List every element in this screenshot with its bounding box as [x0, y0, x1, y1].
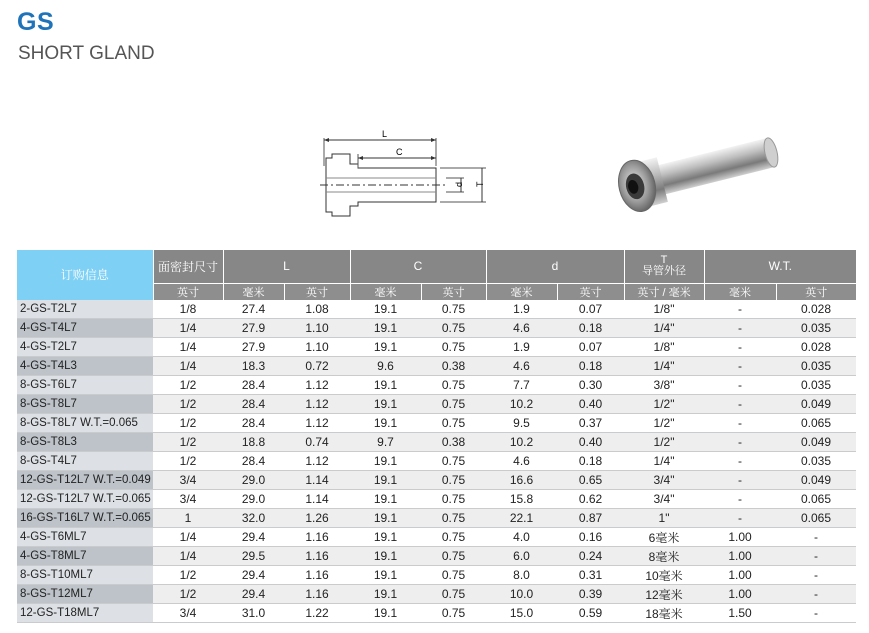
table-row — [17, 509, 856, 528]
table-cell: - — [704, 357, 776, 376]
table-cell: - — [704, 300, 776, 319]
table-cell: 6毫米 — [624, 528, 704, 547]
subheader-cell: 英寸 — [284, 283, 350, 300]
table-cell: 1.14 — [284, 471, 350, 490]
table-cell: 1.26 — [284, 509, 350, 528]
table-cell: 1/8 — [153, 300, 223, 319]
table-row — [17, 471, 856, 490]
table-cell: 3/4" — [624, 490, 704, 509]
table-cell: - — [704, 471, 776, 490]
table-cell: 1.22 — [284, 604, 350, 623]
table-cell: 0.049 — [776, 433, 856, 452]
table-cell: 27.9 — [223, 319, 284, 338]
table-cell: 19.1 — [350, 300, 421, 319]
subheader-cell: 英寸 — [557, 283, 624, 300]
table-cell: 0.16 — [557, 528, 624, 547]
table-cell: 1.14 — [284, 490, 350, 509]
table-cell: 9.6 — [350, 357, 421, 376]
subheader-cell: 毫米 — [704, 283, 776, 300]
table-cell: 0.37 — [557, 414, 624, 433]
table-cell: 0.59 — [557, 604, 624, 623]
table-row — [17, 585, 856, 604]
table-row — [17, 528, 856, 547]
table-cell: 4.6 — [486, 319, 557, 338]
table-cell: 0.40 — [557, 395, 624, 414]
table-cell: 3/4" — [624, 471, 704, 490]
table-cell: 8.0 — [486, 566, 557, 585]
table-cell: 0.75 — [421, 319, 486, 338]
table-cell: 1/4 — [153, 528, 223, 547]
table-cell: - — [776, 585, 856, 604]
table-cell: 9.7 — [350, 433, 421, 452]
table-row — [17, 490, 856, 509]
table-cell: 0.035 — [776, 376, 856, 395]
table-cell: 1" — [624, 509, 704, 528]
table-cell: 18.8 — [223, 433, 284, 452]
table-cell: 0.87 — [557, 509, 624, 528]
table-cell: 1.9 — [486, 338, 557, 357]
table-cell: 1/4" — [624, 357, 704, 376]
table-cell: 1.10 — [284, 338, 350, 357]
table-row — [17, 547, 856, 566]
table-cell: 28.4 — [223, 376, 284, 395]
table-cell: 0.049 — [776, 395, 856, 414]
table-cell: 0.75 — [421, 604, 486, 623]
table-cell: 1/2" — [624, 433, 704, 452]
part-number-cell: 8-GS-T10ML7 — [17, 566, 153, 585]
table-cell: 28.4 — [223, 452, 284, 471]
part-number-cell: 12-GS-T12L7 W.T.=0.049 — [17, 471, 153, 490]
table-cell: 0.065 — [776, 414, 856, 433]
table-cell: 0.75 — [421, 471, 486, 490]
table-cell: 1/2 — [153, 433, 223, 452]
table-cell: 1.16 — [284, 566, 350, 585]
header-L: L — [223, 250, 350, 283]
label-d: d — [454, 181, 464, 187]
part-number-cell: 4-GS-T6ML7 — [17, 528, 153, 547]
table-cell: 1.9 — [486, 300, 557, 319]
table-cell: - — [704, 490, 776, 509]
table-cell: 1.12 — [284, 452, 350, 471]
table-cell: 1/2 — [153, 395, 223, 414]
table-cell: 1/4" — [624, 452, 704, 471]
table-cell: - — [704, 414, 776, 433]
table-cell: 1/2" — [624, 395, 704, 414]
table-cell: 1.16 — [284, 547, 350, 566]
table-cell: 19.1 — [350, 547, 421, 566]
table-row — [17, 604, 856, 623]
table-cell: 0.30 — [557, 376, 624, 395]
table-cell: - — [776, 547, 856, 566]
header-C: C — [350, 250, 486, 283]
table-cell: 0.40 — [557, 433, 624, 452]
header-T — [624, 250, 704, 283]
dimension-drawing — [316, 128, 496, 224]
table-cell: 0.035 — [776, 357, 856, 376]
table-row — [17, 395, 856, 414]
table-cell: 0.18 — [557, 357, 624, 376]
table-cell: 1.16 — [284, 528, 350, 547]
table-cell: 15.0 — [486, 604, 557, 623]
table-cell: 27.4 — [223, 300, 284, 319]
subheader-cell: 英寸 — [421, 283, 486, 300]
table-cell: 19.1 — [350, 395, 421, 414]
part-number-cell: 8-GS-T12ML7 — [17, 585, 153, 604]
table-cell: 27.9 — [223, 338, 284, 357]
table-cell: 29.5 — [223, 547, 284, 566]
header-T-top: T — [660, 254, 668, 267]
part-number-cell: 8-GS-T8L3 — [17, 433, 153, 452]
table-cell: 29.0 — [223, 490, 284, 509]
product-code: GS — [17, 8, 55, 36]
table-cell: 0.75 — [421, 490, 486, 509]
table-cell: 16.6 — [486, 471, 557, 490]
table-cell: 0.07 — [557, 300, 624, 319]
table-row — [17, 319, 856, 338]
table-cell: 1/2 — [153, 452, 223, 471]
header-face-seal: 面密封尺寸 — [153, 250, 223, 283]
table-cell: 0.028 — [776, 300, 856, 319]
table-cell: 1.00 — [704, 566, 776, 585]
table-cell: 3/4 — [153, 604, 223, 623]
table-cell: 0.74 — [284, 433, 350, 452]
table-cell: 0.65 — [557, 471, 624, 490]
table-row — [17, 433, 856, 452]
table-cell: 0.065 — [776, 490, 856, 509]
table-cell: 19.1 — [350, 528, 421, 547]
label-C: C — [396, 147, 403, 157]
table-cell: 1.08 — [284, 300, 350, 319]
label-T: T — [475, 181, 485, 187]
part-number-cell: 4-GS-T2L7 — [17, 338, 153, 357]
table-cell: - — [704, 395, 776, 414]
table-cell: 29.4 — [223, 528, 284, 547]
table-cell: 10毫米 — [624, 566, 704, 585]
table-cell: 19.1 — [350, 471, 421, 490]
product-name: SHORT GLAND — [18, 43, 155, 64]
table-cell: 1/4" — [624, 319, 704, 338]
subheader-cell: 毫米 — [350, 283, 421, 300]
part-number-cell: 12-GS-T18ML7 — [17, 604, 153, 623]
table-cell: 10.0 — [486, 585, 557, 604]
table-cell: 1/4 — [153, 547, 223, 566]
specification-table — [17, 250, 856, 623]
table-cell: 0.035 — [776, 319, 856, 338]
table-cell: 0.38 — [421, 433, 486, 452]
table-row — [17, 452, 856, 471]
table-cell: 1/4 — [153, 357, 223, 376]
table-cell: 19.1 — [350, 452, 421, 471]
table-cell: 10.2 — [486, 395, 557, 414]
table-cell: 3/4 — [153, 490, 223, 509]
part-number-cell: 2-GS-T2L7 — [17, 300, 153, 319]
table-cell: 19.1 — [350, 566, 421, 585]
table-cell: - — [704, 376, 776, 395]
table-cell: 22.1 — [486, 509, 557, 528]
header-d: d — [486, 250, 624, 283]
table-cell: 1/4 — [153, 319, 223, 338]
table-cell: 15.8 — [486, 490, 557, 509]
table-cell: - — [704, 509, 776, 528]
table-cell: - — [704, 319, 776, 338]
table-cell: 19.1 — [350, 585, 421, 604]
table-cell: 0.75 — [421, 452, 486, 471]
table-cell: 28.4 — [223, 414, 284, 433]
table-cell: 28.4 — [223, 395, 284, 414]
table-cell: 10.2 — [486, 433, 557, 452]
subheader-cell: 英寸 / 毫米 — [624, 283, 704, 300]
table-cell: 0.75 — [421, 509, 486, 528]
table-cell: 0.18 — [557, 452, 624, 471]
table-cell: 0.62 — [557, 490, 624, 509]
part-number-cell: 4-GS-T8ML7 — [17, 547, 153, 566]
table-cell: 1/2" — [624, 414, 704, 433]
table-cell: 0.065 — [776, 509, 856, 528]
table-cell: 0.035 — [776, 452, 856, 471]
table-cell: 19.1 — [350, 509, 421, 528]
table-cell: 0.75 — [421, 585, 486, 604]
table-cell: - — [704, 452, 776, 471]
table-cell: 31.0 — [223, 604, 284, 623]
table-cell: 29.4 — [223, 585, 284, 604]
table-cell: 1/2 — [153, 376, 223, 395]
table-cell: 19.1 — [350, 319, 421, 338]
part-number-cell: 8-GS-T8L7 W.T.=0.065 — [17, 414, 153, 433]
part-number-cell: 12-GS-T12L7 W.T.=0.065 — [17, 490, 153, 509]
table-cell: 1.00 — [704, 547, 776, 566]
table-cell: 0.75 — [421, 528, 486, 547]
table-cell: 0.39 — [557, 585, 624, 604]
table-cell: 29.4 — [223, 566, 284, 585]
table-cell: 1.12 — [284, 414, 350, 433]
table-cell: 1.50 — [704, 604, 776, 623]
table-cell: 1/2 — [153, 585, 223, 604]
table-cell: 9.5 — [486, 414, 557, 433]
table-cell: 29.0 — [223, 471, 284, 490]
table-cell: 1/8" — [624, 300, 704, 319]
table-cell: - — [776, 528, 856, 547]
table-cell: 0.18 — [557, 319, 624, 338]
table-cell: 1.00 — [704, 528, 776, 547]
part-number-cell: 8-GS-T8L7 — [17, 395, 153, 414]
table-cell: - — [776, 566, 856, 585]
table-row — [17, 566, 856, 585]
header-T-sub: 导管外径 — [642, 265, 687, 278]
part-number-cell: 4-GS-T4L3 — [17, 357, 153, 376]
header-order-info: 订购信息 — [17, 250, 153, 300]
table-cell: 0.75 — [421, 414, 486, 433]
table-cell: 8毫米 — [624, 547, 704, 566]
table-cell: 0.75 — [421, 566, 486, 585]
part-number-cell: 8-GS-T4L7 — [17, 452, 153, 471]
table-cell: 3/8" — [624, 376, 704, 395]
header-wt: W.T. — [704, 250, 856, 283]
table-row — [17, 338, 856, 357]
product-photo — [594, 120, 784, 220]
table-row — [17, 300, 856, 319]
table-cell: 1.12 — [284, 395, 350, 414]
table-cell: 19.1 — [350, 414, 421, 433]
table-row — [17, 414, 856, 433]
table-cell: 18.3 — [223, 357, 284, 376]
table-cell: 0.24 — [557, 547, 624, 566]
table-cell: 1.16 — [284, 585, 350, 604]
table-cell: 0.75 — [421, 338, 486, 357]
table-cell: 1.12 — [284, 376, 350, 395]
table-cell: 1.10 — [284, 319, 350, 338]
table-cell: 1.00 — [704, 585, 776, 604]
table-cell: 1/2 — [153, 414, 223, 433]
table-cell: 19.1 — [350, 490, 421, 509]
table-cell: 4.6 — [486, 357, 557, 376]
table-cell: 7.7 — [486, 376, 557, 395]
table-cell: 1/2 — [153, 566, 223, 585]
table-cell: 18毫米 — [624, 604, 704, 623]
table-cell: 19.1 — [350, 376, 421, 395]
table-cell: 1 — [153, 509, 223, 528]
part-number-cell: 16-GS-T16L7 W.T.=0.065 — [17, 509, 153, 528]
table-cell: - — [704, 433, 776, 452]
table-cell: 0.38 — [421, 357, 486, 376]
table-cell: 0.75 — [421, 300, 486, 319]
table-cell: 0.028 — [776, 338, 856, 357]
part-number-cell: 4-GS-T4L7 — [17, 319, 153, 338]
table-cell: 0.75 — [421, 376, 486, 395]
table-cell: - — [776, 604, 856, 623]
table-cell: 19.1 — [350, 604, 421, 623]
table-cell: 0.31 — [557, 566, 624, 585]
table-cell: 4.6 — [486, 452, 557, 471]
subheader-cell: 英寸 — [153, 283, 223, 300]
part-number-cell: 8-GS-T6L7 — [17, 376, 153, 395]
table-cell: 1/8" — [624, 338, 704, 357]
table-cell: 12毫米 — [624, 585, 704, 604]
table-cell: 0.75 — [421, 395, 486, 414]
table-cell: 3/4 — [153, 471, 223, 490]
table-cell: 4.0 — [486, 528, 557, 547]
table-cell: 0.049 — [776, 471, 856, 490]
table-cell: 32.0 — [223, 509, 284, 528]
table-cell: 0.07 — [557, 338, 624, 357]
table-cell: - — [704, 338, 776, 357]
table-row — [17, 376, 856, 395]
table-cell: 0.75 — [421, 547, 486, 566]
table-cell: 1/4 — [153, 338, 223, 357]
label-L: L — [382, 129, 388, 139]
table-cell: 6.0 — [486, 547, 557, 566]
subheader-cell: 英寸 — [776, 283, 856, 300]
table-cell: 19.1 — [350, 338, 421, 357]
subheader-cell: 毫米 — [486, 283, 557, 300]
table-cell: 0.72 — [284, 357, 350, 376]
subheader-cell: 毫米 — [223, 283, 284, 300]
table-row — [17, 357, 856, 376]
